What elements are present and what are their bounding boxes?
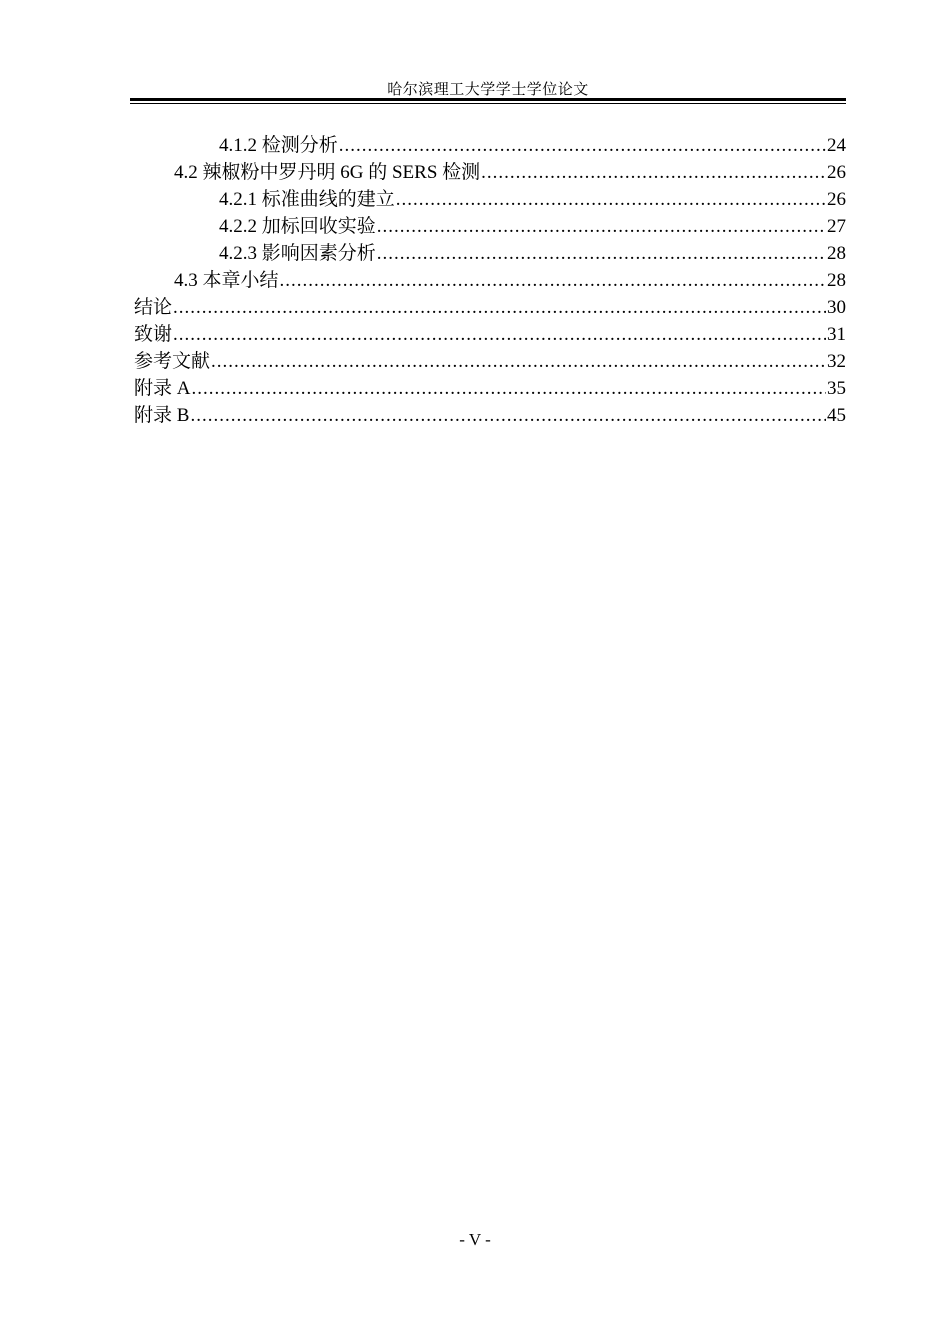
toc-entry[interactable] <box>134 213 846 240</box>
toc-dot-leader <box>173 294 826 321</box>
toc-dot-leader <box>280 267 826 294</box>
toc-entry-title: 4.2.1 标准曲线的建立 <box>219 189 395 210</box>
header-rule-thin <box>130 103 846 104</box>
toc-entry-title: 4.3 本章小结 <box>174 270 279 291</box>
toc-entry-page: 45 <box>827 405 846 426</box>
toc-entry-page: 27 <box>827 216 846 237</box>
toc-entry[interactable] <box>134 132 846 159</box>
toc-dot-leader <box>377 240 826 267</box>
toc-entry[interactable] <box>134 348 846 375</box>
toc-entry[interactable] <box>134 321 846 348</box>
toc-entry-page: 24 <box>827 135 846 156</box>
toc-entry-page: 28 <box>827 243 846 264</box>
toc-entry-page: 26 <box>827 162 846 183</box>
table-of-contents <box>134 132 846 429</box>
toc-entry[interactable] <box>134 159 846 186</box>
toc-entry-title: 4.2 辣椒粉中罗丹明 6G 的 SERS 检测 <box>174 162 481 183</box>
toc-entry-title: 附录 B <box>134 405 190 426</box>
toc-dot-leader <box>396 186 826 213</box>
toc-entry-title: 附录 A <box>134 378 191 399</box>
toc-entry-page: 35 <box>827 378 846 399</box>
toc-dot-leader <box>377 213 826 240</box>
toc-entry-page: 31 <box>827 324 846 345</box>
toc-entry-page: 26 <box>827 189 846 210</box>
toc-entry[interactable] <box>134 375 846 402</box>
toc-dot-leader <box>190 402 826 429</box>
running-header: 哈尔滨理工大学学士学位论文 <box>387 82 589 98</box>
page-number: - V - <box>459 1230 491 1249</box>
toc-entry-title: 4.2.3 影响因素分析 <box>219 243 376 264</box>
toc-entry-page: 28 <box>827 270 846 291</box>
toc-entry-title: 4.1.2 检测分析 <box>219 135 338 156</box>
toc-dot-leader <box>339 132 826 159</box>
toc-entry-title: 结论 <box>134 297 173 318</box>
toc-entry[interactable] <box>134 267 846 294</box>
toc-entry-page: 30 <box>827 297 846 318</box>
toc-dot-leader <box>211 348 826 375</box>
toc-dot-leader <box>191 375 826 402</box>
toc-entry-title: 参考文献 <box>134 351 211 372</box>
toc-entry-title: 致谢 <box>134 324 173 345</box>
toc-dot-leader <box>481 159 826 186</box>
toc-entry-title: 4.2.2 加标回收实验 <box>219 216 376 237</box>
toc-entry[interactable] <box>134 402 846 429</box>
toc-entry-page: 32 <box>827 351 846 372</box>
header-rule-thick <box>130 98 846 101</box>
toc-entry[interactable] <box>134 240 846 267</box>
toc-entry[interactable] <box>134 294 846 321</box>
toc-dot-leader <box>173 321 826 348</box>
toc-entry[interactable] <box>134 186 846 213</box>
